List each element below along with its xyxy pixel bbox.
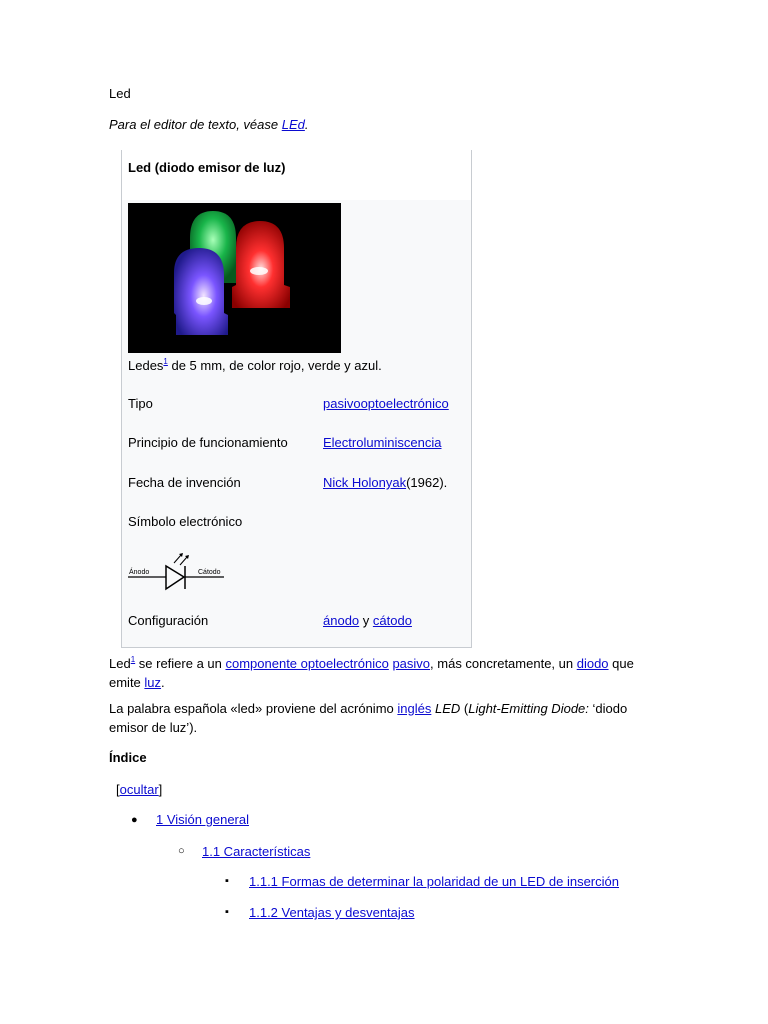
infobox-caption (128, 357, 382, 373)
infobox-row-border (471, 512, 472, 548)
text: que (608, 656, 634, 671)
infobox-row-border (471, 390, 472, 426)
paragraph-intro (109, 650, 649, 692)
text: Led (109, 656, 131, 671)
led-photo-image (128, 203, 341, 353)
caption-text: Ledes (128, 358, 164, 373)
text: . (161, 675, 165, 690)
link-luz[interactable]: luz (144, 675, 162, 690)
label-simbolo: Símbolo electrónico (128, 514, 243, 529)
hatnote-suffix: . (304, 117, 309, 132)
infobox-title: Led (diodo emisor de luz) (128, 160, 286, 175)
text: ‘diodo (588, 701, 628, 716)
acronym-expansion: Light-Emitting Diode: (468, 701, 589, 716)
hatnote-link-led[interactable]: LEd (281, 117, 305, 132)
caption-text-end: de 5 mm, de color rojo, verde y azul. (167, 358, 382, 373)
paragraph-line (109, 699, 649, 718)
paragraph-line (109, 650, 649, 673)
hide-toc-link[interactable]: ocultar (119, 782, 159, 797)
link-componente[interactable]: componente optoelectrónico (225, 656, 389, 671)
anodo-link[interactable]: ánodo (323, 613, 360, 628)
text: emisor de luz’). (109, 720, 198, 735)
toc-item-caracteristicas[interactable]: 1.1 Características (202, 844, 311, 859)
led-photo (128, 203, 341, 353)
bullet-square-icon: ▪ (225, 906, 229, 918)
link-ingles[interactable]: inglés (397, 701, 432, 716)
led-symbol (128, 550, 228, 596)
toc-item-vision-general[interactable]: 1 Visión general (156, 812, 249, 827)
value-tipo-link[interactable]: pasivooptoelectrónico (323, 396, 449, 411)
bracket-open: [ (116, 782, 120, 797)
value-configuracion (323, 613, 412, 628)
value-fecha-link[interactable]: Nick Holonyak (323, 475, 407, 490)
toc-item-polaridad[interactable]: 1.1.1 Formas de determinar la polaridad de un LED de inserción (249, 874, 619, 889)
bracket-close: ] (158, 782, 163, 797)
anode-label: Ánodo (129, 569, 150, 576)
infobox-row-border (471, 434, 472, 470)
infobox-row-border (471, 474, 472, 510)
configuracion-sep: y (359, 613, 373, 628)
acronym: LED (434, 701, 461, 716)
reference-link[interactable]: 1 (130, 655, 136, 664)
text: , más concretamente, un (430, 656, 577, 671)
text: ( (460, 701, 469, 716)
paragraph-line (109, 718, 649, 737)
paragraph-line (109, 673, 649, 692)
text: emite (109, 675, 145, 690)
value-fecha (323, 475, 447, 490)
label-tipo: Tipo (128, 396, 153, 411)
link-pasivo[interactable]: pasivo (392, 656, 431, 671)
link-diodo[interactable]: diodo (576, 656, 609, 671)
bullet-disc-icon: ● (131, 814, 138, 826)
led-symbol-icon (128, 550, 228, 596)
label-principio: Principio de funcionamiento (128, 435, 288, 450)
text: se refiere a un (135, 656, 226, 671)
page-title: Led (109, 86, 131, 101)
bullet-square-icon: ▪ (225, 875, 229, 887)
value-fecha-year: (1962). (406, 475, 448, 490)
paragraph-etymology (109, 699, 649, 737)
catodo-link[interactable]: cátodo (372, 613, 412, 628)
infobox (121, 150, 472, 648)
toc-title: Índice (109, 750, 147, 765)
cathode-label: Cátodo (198, 569, 221, 576)
infobox-row-border (471, 150, 472, 200)
caption-reference[interactable]: 1 (163, 357, 168, 366)
bullet-circle-icon: ○ (178, 845, 185, 857)
hatnote (109, 117, 308, 132)
value-principio-link[interactable]: Electroluminiscencia (323, 435, 442, 450)
label-fecha: Fecha de invención (128, 475, 241, 490)
toc-toggle (116, 782, 162, 797)
infobox-header (122, 150, 471, 200)
hatnote-text: Para el editor de texto, véase (109, 117, 282, 132)
label-configuracion: Configuración (128, 613, 209, 628)
text: La palabra española «led» proviene del acrónimo (109, 701, 398, 716)
toc-item-ventajas[interactable]: 1.1.2 Ventajas y desventajas (249, 905, 415, 920)
